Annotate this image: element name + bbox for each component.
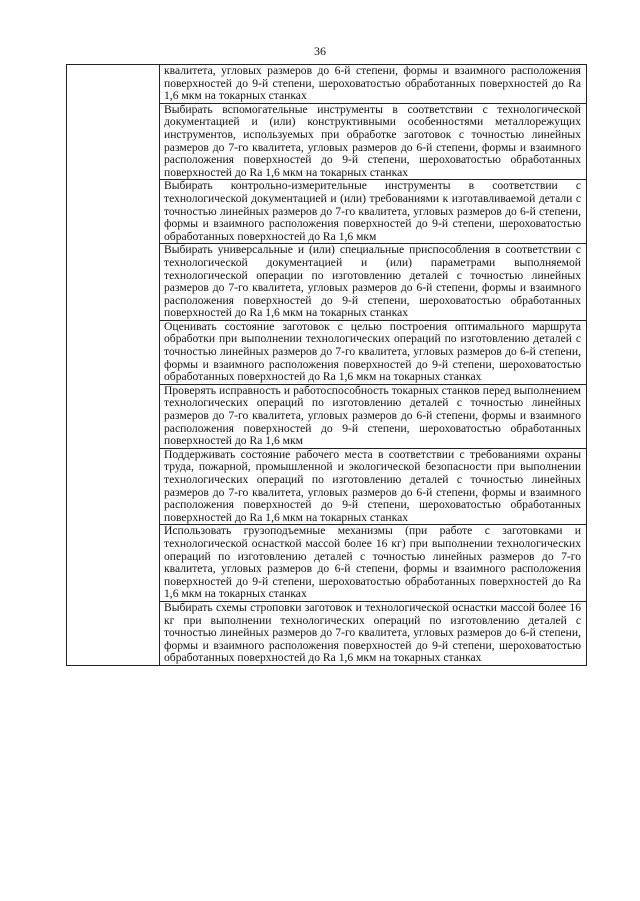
row-cell xyxy=(160,244,587,321)
row-text: Выбирать контрольно-измерительные инструменты в соответствии с технологической документацией и (или) требованиями к изготавливаемой детали с точностью линейных размеров до 7-го квалитета, угловых размеров до 6-й степени, формы и взаимного расположения поверхностей до 9-й степени, шероховатостью обработанных поверхностей до Ra 1,6 мкм xyxy=(164,179,581,243)
row-cell xyxy=(160,601,587,665)
row-cell xyxy=(160,384,587,448)
row-text: Выбирать вспомогательные инструменты в соответствии с технологической документацией и (или) конструктивными особенностями металлорежущих инструментов, используемых при обработке заготовок с точностью линейных размеров до 7-го квалитета, угловых размеров до 6-й степени, формы и взаимного расположения поверхностей до 9-й степени, шероховатостью обработанных поверхностей до Ra 1,6 мкм на токарных станках xyxy=(164,102,581,179)
row-text: Использовать грузоподъемные механизмы (при работе с заготовками и технологической оснасткой массой более 16 кг) при выполнении технологических операций по изготовлению деталей с точностью линейных размеров до 7-го квалитета, угловых размеров до 6-й степени, формы и взаимного расположения поверхностей до 9-й степени, шероховатостью обработанных поверхностей до Ra 1,6 мкм на токарных станках xyxy=(164,524,581,601)
row-text: квалитета, угловых размеров до 6-й степени, формы и взаимного расположения поверхностей до 9-й степени, шероховатостью обработанных поверхностей до Ra 1,6 мкм на токарных станках xyxy=(164,64,581,103)
row-cell xyxy=(160,103,587,180)
row-cell xyxy=(160,525,587,602)
page-number: 36 xyxy=(314,44,326,58)
row-cell xyxy=(160,320,587,384)
row-text: Проверять исправность и работоспособность токарных станков перед выполнением технологических операций по изготовлению деталей с точностью линейных размеров до 7-го квалитета, угловых размеров до 6-й степени, формы и взаимного расположения поверхностей до 9-й степени, шероховатостью обработанных поверхностей до Ra 1,6 мкм xyxy=(164,383,581,448)
left-label-cell xyxy=(67,65,160,666)
requirements-table xyxy=(66,64,587,666)
row-text: Выбирать схемы строповки заготовок и технологической оснастки массой более 16 кг при выполнении технологических операций по изготовлению деталей с точностью линейных размеров до 7-го квалитета, угловых размеров до 6-й степени, формы и взаимного расположения поверхностей до 9-й степени, шероховатостью обработанных поверхностей до Ra 1,6 мкм на токарных станках xyxy=(164,600,581,665)
row-cell xyxy=(160,180,587,244)
row-text: Выбирать универсальные и (или) специальные приспособления в соответствии с технологической документацией и (или) параметрами выполняемой технологической операции по изготовлению деталей с точностью линейных размеров до 7-го квалитета, угловых размеров до 6-й степени, формы и взаимного расположения поверхностей до 9-й степени, шероховатостью обработанных поверхностей до Ra 1,6 мкм на токарных станках xyxy=(164,243,581,320)
row-cell xyxy=(160,448,587,525)
row-text: Поддерживать состояние рабочего места в соответствии с требованиями охраны труда, пожарной, промышленной и экологической безопасности при выполнении технологических операций по изготовлению деталей с точностью линейных размеров до 7-го квалитета, угловых размеров до 6-й степени, формы и взаимного расположения поверхностей до 9-й степени, шероховатостью обработанных поверхностей до Ra 1,6 мкм на токарных станках xyxy=(164,447,581,524)
row-cell xyxy=(160,65,587,104)
row-text: Оценивать состояние заготовок с целью построения оптимального маршрута обработки при выполнении технологических операций по изготовлению деталей с точностью линейных размеров до 7-го квалитета, угловых размеров до 6-й степени, формы и взаимного расположения поверхностей до 9-й степени, шероховатостью обработанных поверхностей до Ra 1,6 мкм на токарных станках xyxy=(164,319,581,384)
table-row xyxy=(67,65,587,104)
